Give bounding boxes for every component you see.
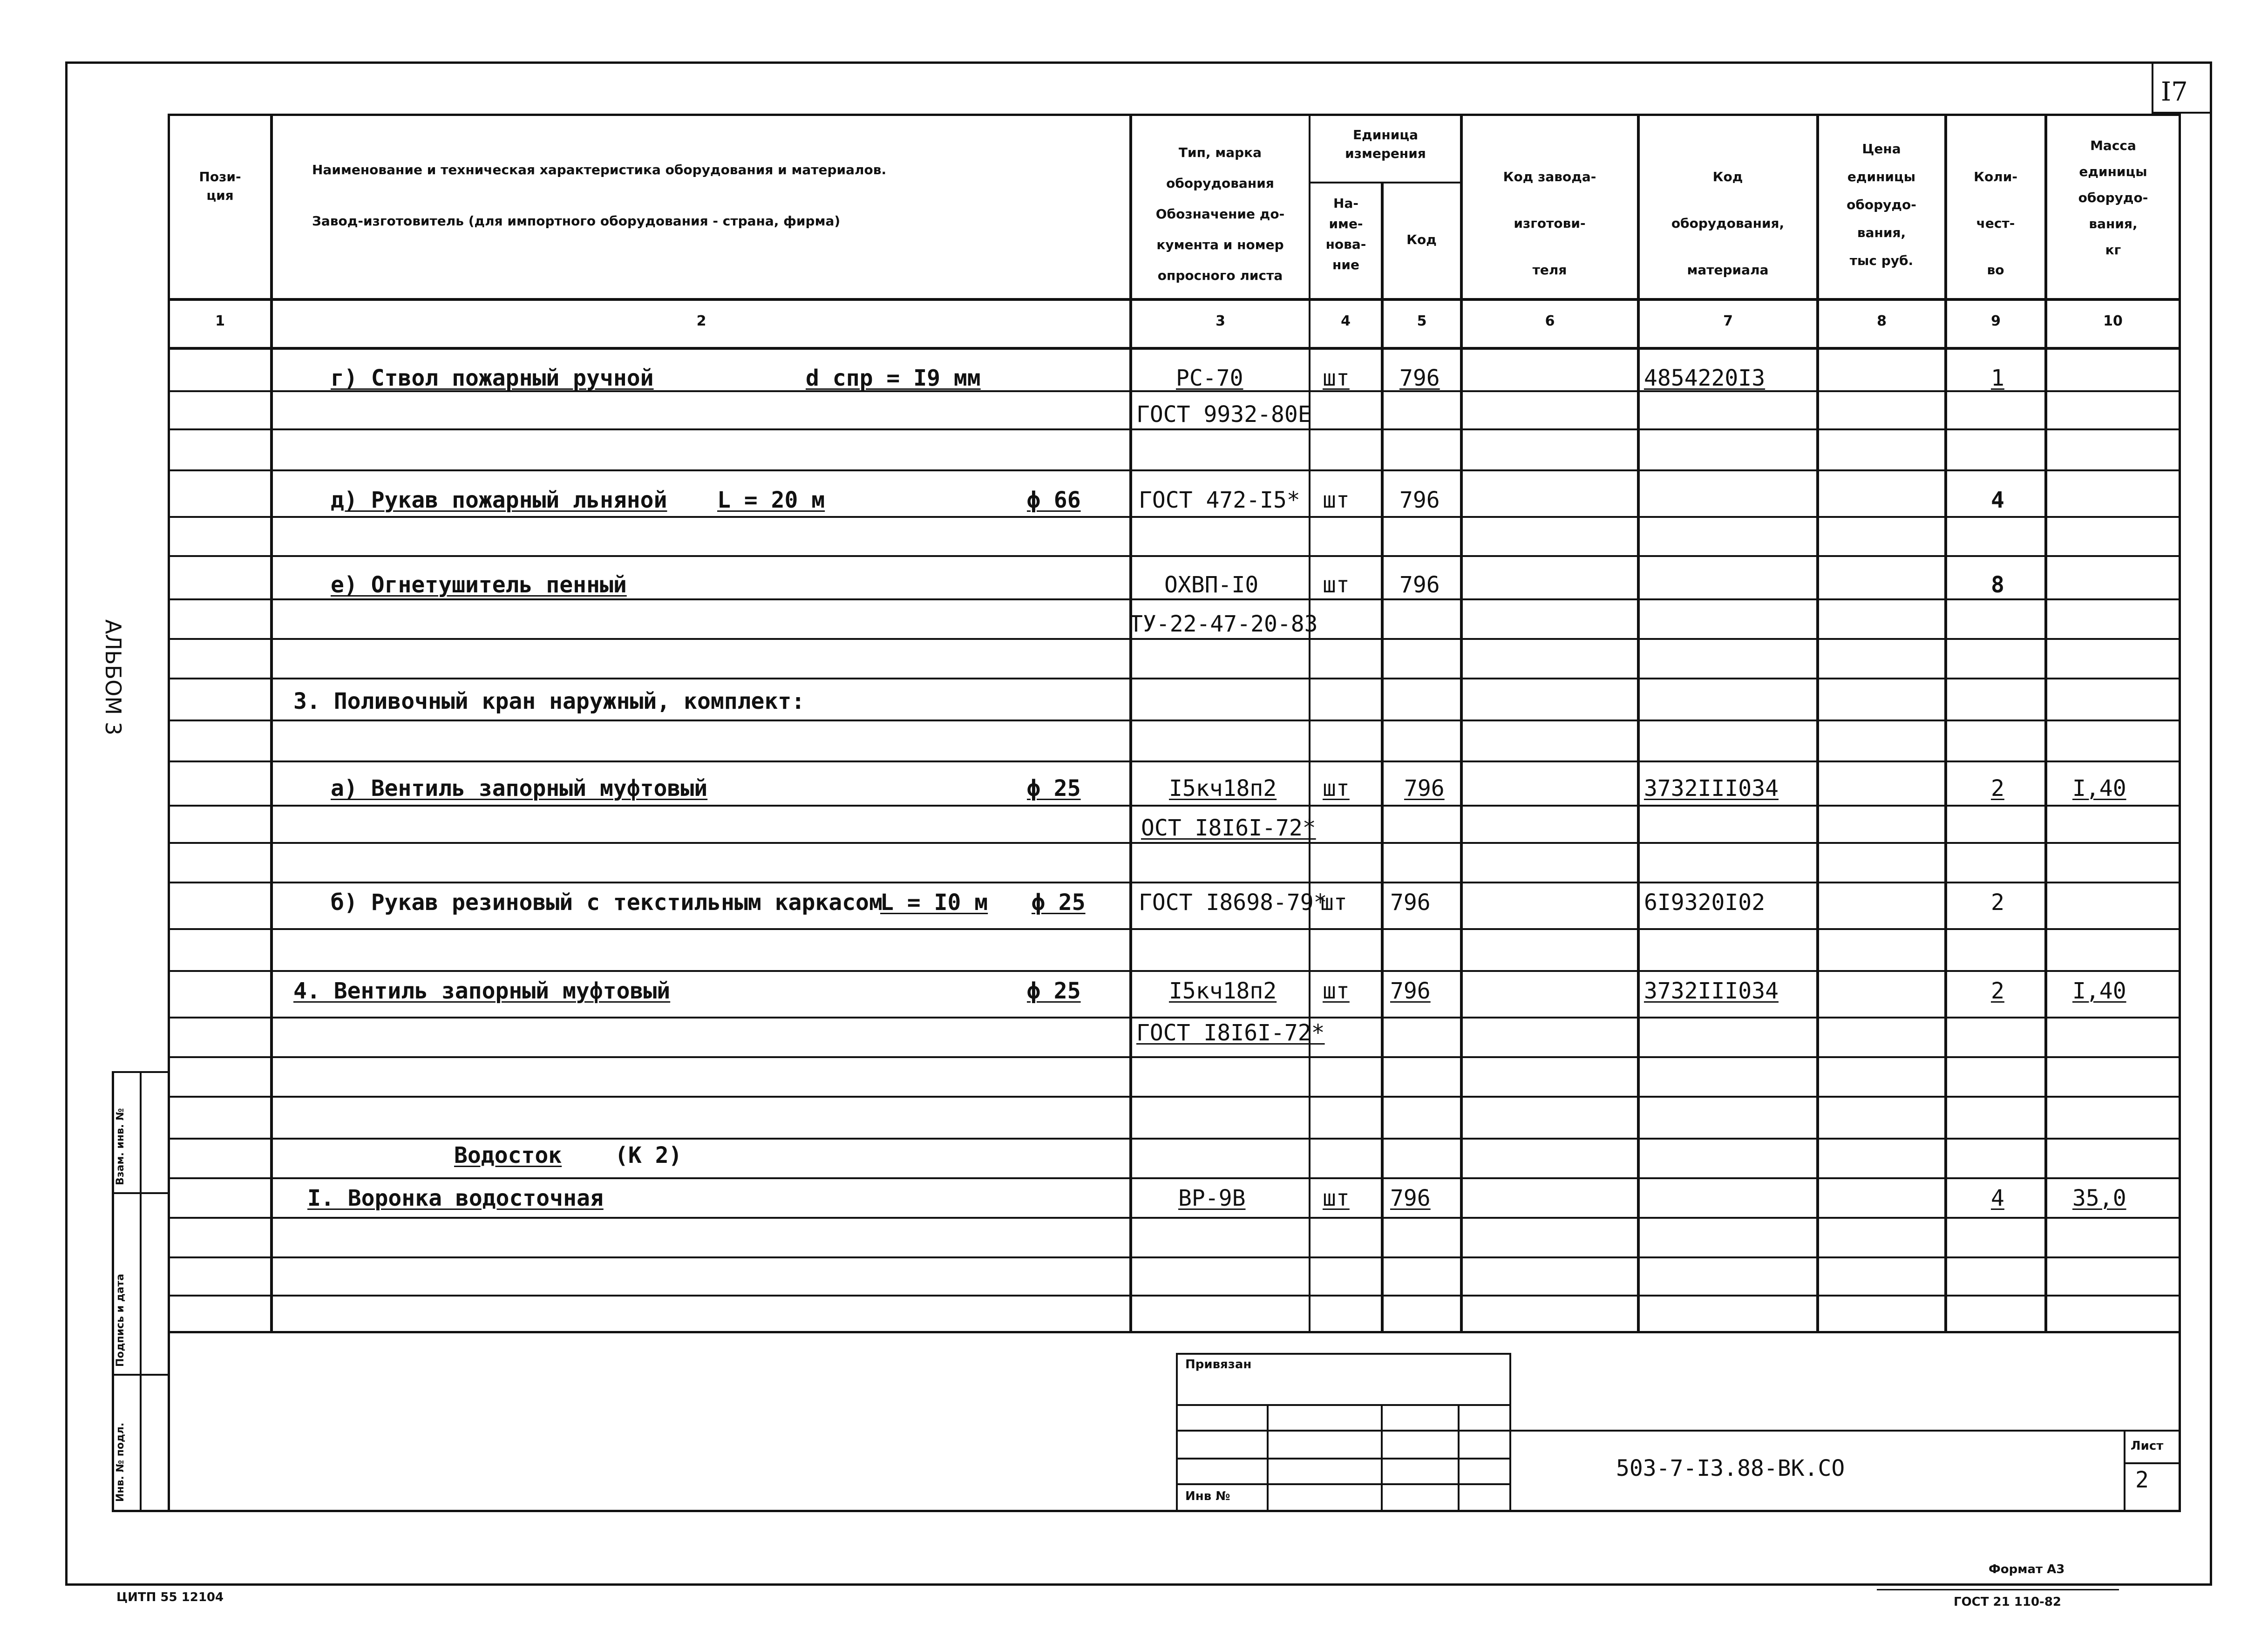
col-number-4: 4 xyxy=(1341,313,1351,329)
tb-sheet-box-mid xyxy=(2124,1462,2180,1464)
col-sep-5 xyxy=(1460,114,1463,1333)
item-type: РС-70 xyxy=(1176,365,1243,391)
row-line xyxy=(168,1256,2180,1258)
stamp-top xyxy=(112,1071,170,1073)
section-title: Водосток xyxy=(454,1142,562,1168)
frame-right xyxy=(2210,61,2212,1586)
item-diameter: ϕ 66 xyxy=(1027,487,1081,513)
tb-col-1 xyxy=(1267,1404,1269,1511)
col-sep-3 xyxy=(1309,114,1311,1333)
frame-top xyxy=(65,61,2212,64)
tb-inv-label: Инв № xyxy=(1185,1489,1230,1503)
row-line xyxy=(168,1177,2180,1179)
section-code: (К 2) xyxy=(615,1142,682,1168)
outer-bottom-line xyxy=(112,1510,2181,1512)
item-qty: 4 xyxy=(1991,1185,2004,1211)
header-price: Цена единицы оборудо- вания, тыс руб. xyxy=(1847,141,1916,268)
table-bottom xyxy=(168,1331,2180,1333)
tb-col-3 xyxy=(1458,1404,1460,1511)
table-number-row-bottom xyxy=(168,347,2180,350)
table-right xyxy=(2179,114,2181,1511)
item-type: I5кч18п2 xyxy=(1169,978,1277,1004)
item-diameter: ϕ 25 xyxy=(1027,775,1081,801)
stamp-inv-orig: Инв. № подл. xyxy=(115,1422,126,1502)
row-line xyxy=(168,1096,2180,1098)
row-line xyxy=(168,1217,2180,1219)
item-unit: шт xyxy=(1323,1185,1350,1211)
item-diameter: ϕ 25 xyxy=(1032,889,1086,916)
tb-bound-label: Привязан xyxy=(1185,1358,1252,1371)
row-line xyxy=(168,842,2180,844)
item-type: ГОСТ I8698-79* xyxy=(1139,889,1327,916)
row-line xyxy=(168,882,2180,883)
item-qty: 2 xyxy=(1991,978,2004,1004)
col-number-3: 3 xyxy=(1215,313,1225,329)
header-equip-code: Код оборудования, материала xyxy=(1671,169,1785,278)
col-sep-9 xyxy=(2044,114,2047,1333)
header-unit-group: Единица измерения xyxy=(1345,127,1426,161)
col-sep-2 xyxy=(1129,114,1132,1333)
item-type-doc: ТУ-22-47-20-83 xyxy=(1129,611,1318,637)
col-number-8: 8 xyxy=(1877,313,1887,329)
item-unit: шт xyxy=(1323,365,1350,391)
item-type: ОХВП-I0 xyxy=(1164,572,1259,598)
row-line xyxy=(168,760,2180,762)
row-line xyxy=(168,516,2180,518)
tb-right xyxy=(1509,1353,1511,1511)
col-number-7: 7 xyxy=(1723,313,1733,329)
item-name: I. Воронка водосточная xyxy=(307,1185,604,1211)
sheetnum-box-left xyxy=(2152,61,2153,113)
tb-row-1 xyxy=(1176,1404,1511,1406)
row-line xyxy=(168,1056,2180,1058)
unit-group-line xyxy=(1309,182,1462,183)
row-line xyxy=(168,1017,2180,1018)
header-name-line2: Завод-изготовитель (для импортного оборудования - страна, фирма) xyxy=(312,213,841,229)
footer-left: ЦИТП 55 12104 xyxy=(116,1590,224,1604)
row-line xyxy=(168,555,2180,557)
row-line xyxy=(168,428,2180,430)
item-mass: 35,0 xyxy=(2072,1185,2126,1211)
item-unit: шт xyxy=(1320,889,1347,916)
table-top xyxy=(168,114,2180,116)
stamp-sep-1 xyxy=(112,1192,170,1194)
item-extra: L = I0 м xyxy=(880,889,988,916)
header-position: Пози- ция xyxy=(199,169,241,203)
frame-bottom xyxy=(65,1583,2212,1586)
row-line xyxy=(168,720,2180,721)
col-sep-6 xyxy=(1637,114,1640,1333)
item-type: ГОСТ 472-I5* xyxy=(1139,487,1300,513)
stamp-outer-left xyxy=(112,1071,114,1511)
tb-doc-code: 503-7-I3.88-ВК.СО xyxy=(1616,1455,1845,1481)
col-sep-1 xyxy=(270,114,273,1333)
item-name: б) Рукав резиновый с текстильным каркасом xyxy=(331,889,883,916)
stamp-sep-2 xyxy=(112,1374,170,1376)
row-line xyxy=(168,678,2180,679)
col-number-1: 1 xyxy=(215,313,225,329)
header-factory-code: Код завода- изготови- теля xyxy=(1503,169,1596,278)
item-type-doc: ГОСТ 9932-80Е xyxy=(1136,401,1311,428)
item-unit: шт xyxy=(1323,572,1350,598)
item-qty: 4 xyxy=(1991,487,2004,513)
item-name: д) Рукав пожарный льняной xyxy=(331,487,667,513)
item-code: 796 xyxy=(1399,487,1440,513)
item-code: 796 xyxy=(1390,1185,1431,1211)
footer-gost: ГОСТ 21 110-82 xyxy=(1954,1595,2062,1609)
frame-left xyxy=(65,61,68,1586)
col-number-6: 6 xyxy=(1545,313,1555,329)
row-line xyxy=(168,1295,2180,1297)
row-line xyxy=(168,598,2180,600)
item-name: 4. Вентиль запорный муфтовый xyxy=(293,978,671,1004)
item-extra: L = 20 м xyxy=(717,487,825,513)
tb-left xyxy=(1176,1353,1178,1511)
table-header-bottom xyxy=(168,298,2180,301)
col-number-9: 9 xyxy=(1991,313,2001,329)
tb-col-2 xyxy=(1381,1404,1383,1511)
item-code: 796 xyxy=(1404,775,1445,801)
header-unit-name: На- име- нова- ние xyxy=(1325,196,1366,272)
col-sep-4 xyxy=(1381,182,1384,1333)
item-equip-code: 4854220I3 xyxy=(1644,365,1766,391)
row-line xyxy=(168,970,2180,972)
item-type: ВР-9В xyxy=(1178,1185,1246,1211)
header-mass: Масса единицы оборудо- вания, кг xyxy=(2078,138,2148,258)
header-type: Тип, марка оборудования Обозначение до- кумента и номер опросного листа xyxy=(1155,145,1285,283)
item-unit: шт xyxy=(1323,487,1350,513)
header-unit-code: Код xyxy=(1406,232,1437,247)
row-line xyxy=(168,928,2180,930)
row-line xyxy=(168,1138,2180,1140)
tb-sheet-box-left xyxy=(2124,1430,2125,1511)
item-unit: шт xyxy=(1323,978,1350,1004)
footer-format: Формат А3 xyxy=(1989,1562,2065,1576)
header-quantity: Коли- чест- во xyxy=(1974,169,2017,278)
item-name: е) Огнетушитель пенный xyxy=(331,572,627,598)
stamp-inner-left xyxy=(140,1071,142,1511)
item-type-doc: ОСТ I8I6I-72* xyxy=(1141,815,1316,841)
col-number-10: 10 xyxy=(2103,313,2123,329)
section-item: 3. Поливочный кран наружный, комплект: xyxy=(293,688,805,714)
item-diameter: ϕ 25 xyxy=(1027,978,1081,1004)
item-equip-code: 3732III034 xyxy=(1644,775,1779,801)
item-name: а) Вентиль запорный муфтовый xyxy=(331,775,708,801)
album-label: АЛЬБОМ 3 xyxy=(101,619,126,735)
sheet-number: I7 xyxy=(2161,77,2188,107)
tb-row-4 xyxy=(1176,1483,1511,1485)
footer-format-line xyxy=(1877,1589,2119,1590)
header-name-line1: Наименование и техническая характеристика оборудования и материалов. xyxy=(312,162,887,177)
tb-top xyxy=(1176,1353,1511,1355)
tb-sheet-value: 2 xyxy=(2135,1467,2149,1493)
item-unit: шт xyxy=(1323,775,1350,801)
item-equip-code: 3732III034 xyxy=(1644,978,1779,1004)
tb-sheet-label: Лист xyxy=(2131,1439,2164,1453)
item-extra: d спр = I9 мм xyxy=(806,365,981,391)
col-number-2: 2 xyxy=(696,313,706,329)
row-line xyxy=(168,638,2180,640)
col-sep-7 xyxy=(1816,114,1819,1333)
item-code: 796 xyxy=(1399,365,1440,391)
col-number-5: 5 xyxy=(1417,313,1427,329)
stamp-inv-dup: Взам. инв. № xyxy=(115,1108,126,1185)
item-name: г) Ствол пожарный ручной xyxy=(331,365,654,391)
col-sep-8 xyxy=(1944,114,1947,1333)
tb-row-3 xyxy=(1176,1458,1511,1460)
item-qty: 1 xyxy=(1991,365,2004,391)
item-type-doc: ГОСТ I8I6I-72* xyxy=(1136,1020,1325,1046)
item-code: 796 xyxy=(1399,572,1440,598)
item-qty: 8 xyxy=(1991,572,2004,598)
item-code: 796 xyxy=(1390,978,1431,1004)
item-code: 796 xyxy=(1390,889,1431,916)
stamp-sign-date: Подпись и дата xyxy=(115,1274,126,1367)
item-qty: 2 xyxy=(1991,889,2004,916)
row-line xyxy=(168,805,2180,807)
item-type: I5кч18п2 xyxy=(1169,775,1277,801)
item-qty: 2 xyxy=(1991,775,2004,801)
row-line xyxy=(168,469,2180,471)
tb-row-2b xyxy=(1509,1430,2181,1432)
item-equip-code: 6I9320I02 xyxy=(1644,889,1766,916)
item-mass: I,40 xyxy=(2072,775,2126,801)
item-mass: I,40 xyxy=(2072,978,2126,1004)
